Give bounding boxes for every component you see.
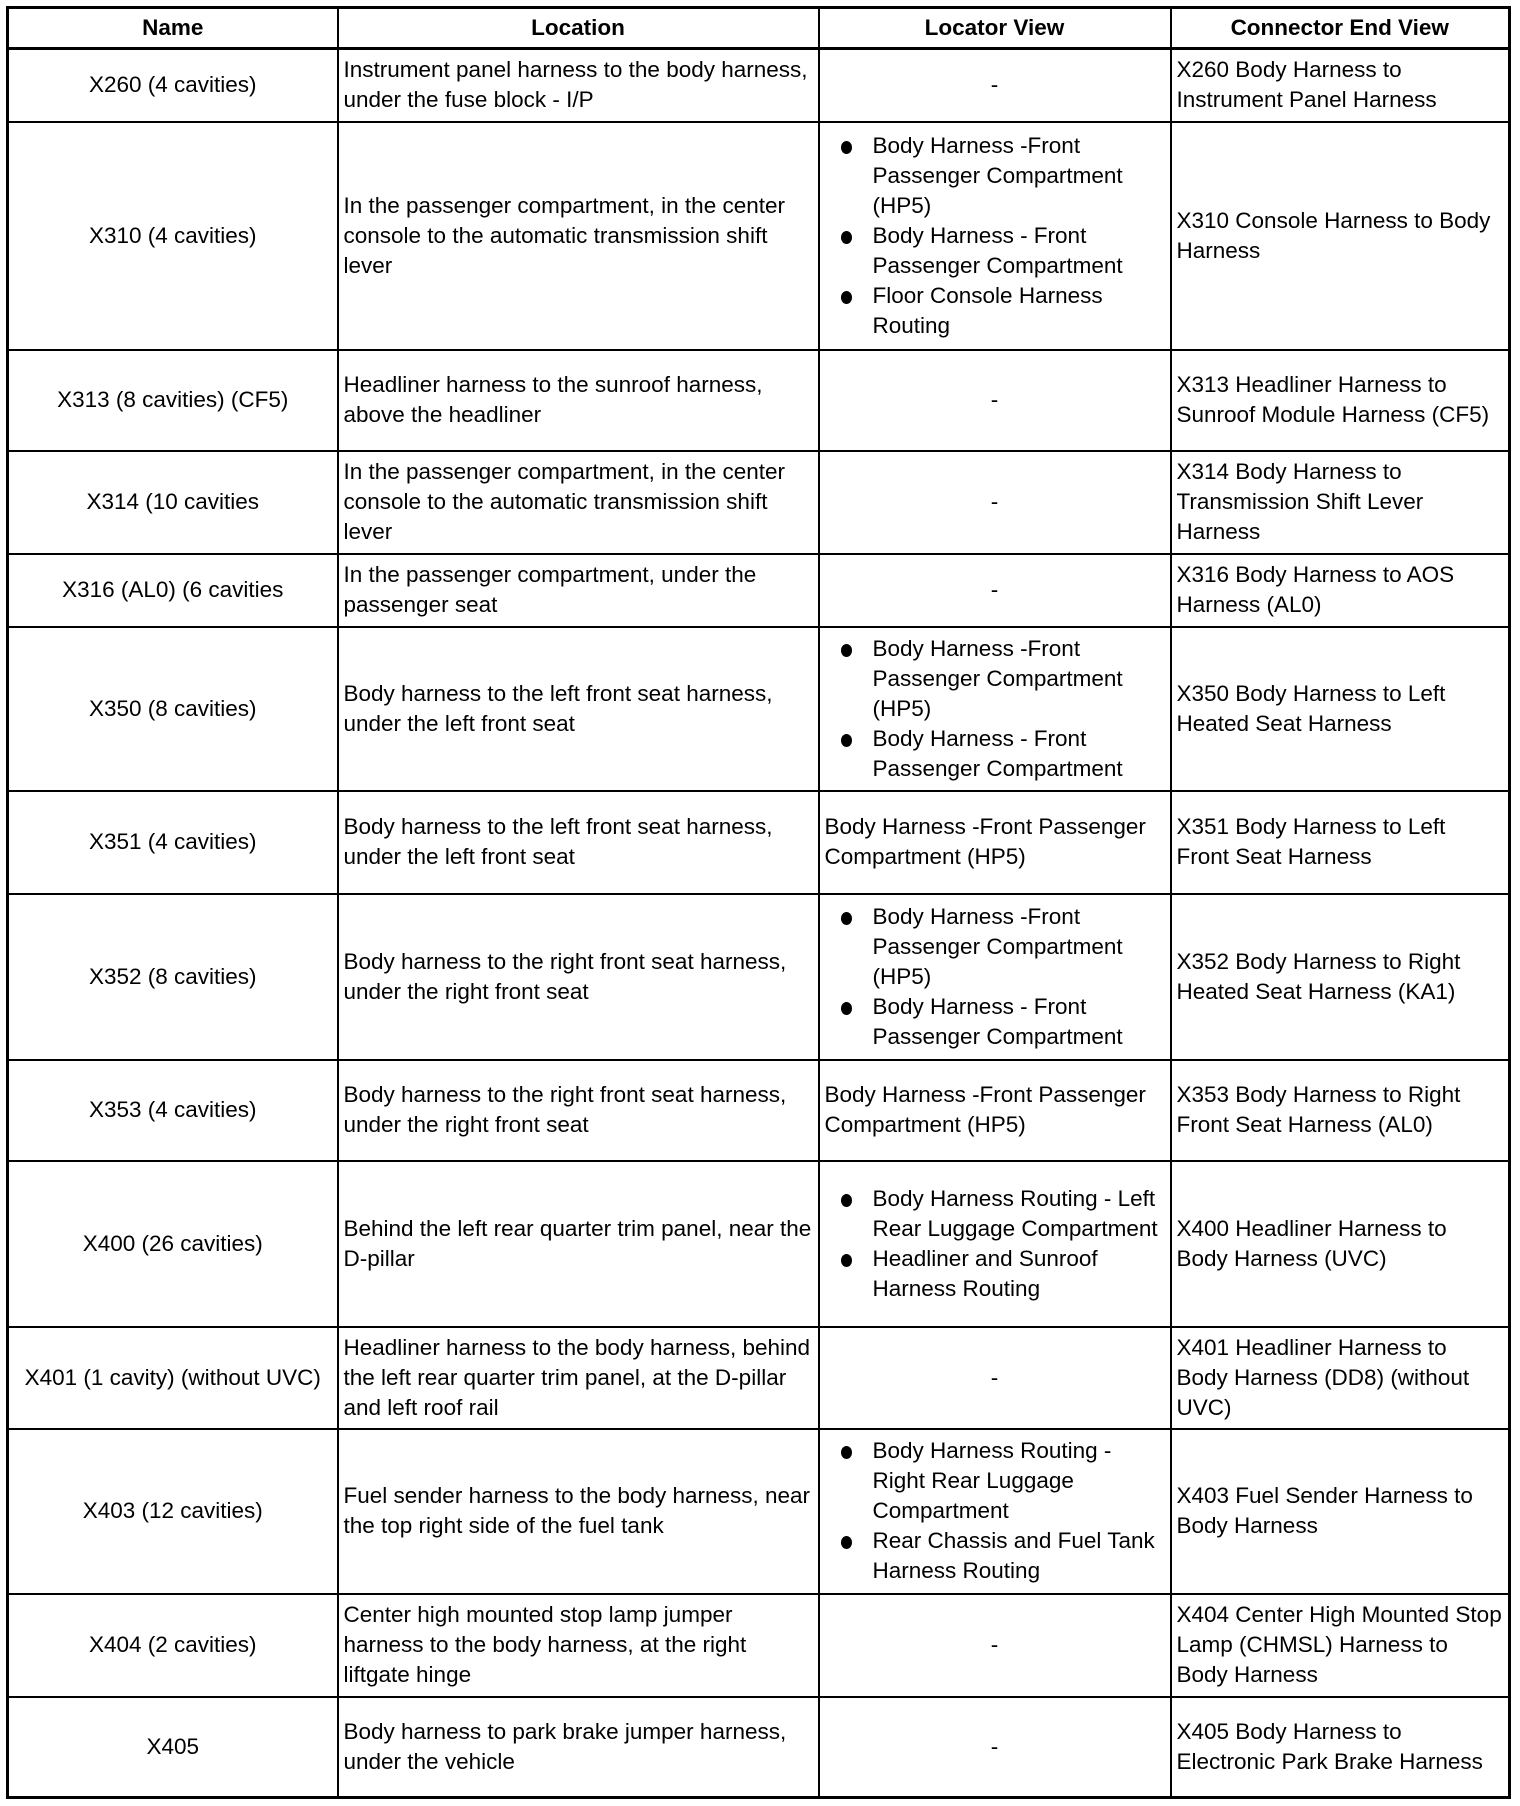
locator-link[interactable]: Body Harness - Front Passenger Compartment (873, 724, 1165, 784)
location-cell: Body harness to the left front seat harness, under the left front seat (338, 791, 819, 894)
location-cell: Fuel sender harness to the body harness, near the top right side of the fuel tank (338, 1429, 819, 1594)
locator-list (825, 1184, 1165, 1304)
locator-view-cell (819, 122, 1171, 350)
connector-name: X404 (2 cavities) (8, 1594, 338, 1697)
connector-end-view-cell: X405 Body Harness to Electronic Park Brake Harness (1171, 1697, 1510, 1798)
locator-view-cell: Body Harness -Front Passenger Compartment (HP5) (819, 791, 1171, 894)
locator-link[interactable]: Body Harness -Front Passenger Compartment (HP5) (873, 131, 1165, 221)
connector-end-view-cell: X353 Body Harness to Right Front Seat Harness (AL0) (1171, 1060, 1510, 1161)
connector-end-view-cell: X351 Body Harness to Left Front Seat Harness (1171, 791, 1510, 894)
connector-name: X403 (12 cavities) (8, 1429, 338, 1594)
location-cell: Center high mounted stop lamp jumper harness to the body harness, at the right liftgate hinge (338, 1594, 819, 1697)
locator-view-cell: - (819, 350, 1171, 451)
connector-name: X350 (8 cavities) (8, 627, 338, 791)
location-cell: In the passenger compartment, in the center console to the automatic transmission shift lever (338, 451, 819, 554)
table-row (8, 1697, 1510, 1798)
locator-view-cell: - (819, 1594, 1171, 1697)
locator-view-cell: - (819, 49, 1171, 122)
location-cell: Headliner harness to the body harness, behind the left rear quarter trim panel, at the D-pillar and left roof rail (338, 1327, 819, 1429)
connector-end-view-cell: X316 Body Harness to AOS Harness (AL0) (1171, 554, 1510, 627)
table-row (8, 1327, 1510, 1429)
connector-name: X351 (4 cavities) (8, 791, 338, 894)
locator-view-cell (819, 1429, 1171, 1594)
locator-link[interactable]: Body Harness - Front Passenger Compartment (873, 992, 1165, 1052)
locator-view-cell: - (819, 451, 1171, 554)
connector-end-view-cell: X403 Fuel Sender Harness to Body Harness (1171, 1429, 1510, 1594)
location-cell: Headliner harness to the sunroof harness, above the headliner (338, 350, 819, 451)
locator-link[interactable]: Body Harness - Front Passenger Compartment (873, 221, 1165, 281)
locator-link[interactable]: Body Harness Routing - Left Rear Luggage Compartment (873, 1184, 1165, 1244)
table-row (8, 49, 1510, 122)
connector-table (6, 6, 1511, 1799)
locator-view-cell: - (819, 1697, 1171, 1798)
locator-link[interactable]: Floor Console Harness Routing (873, 281, 1165, 341)
header-location: Location (338, 8, 819, 49)
locator-link[interactable]: Rear Chassis and Fuel Tank Harness Routing (873, 1526, 1165, 1586)
connector-end-view-cell: X404 Center High Mounted Stop Lamp (CHMSL) Harness to Body Harness (1171, 1594, 1510, 1697)
location-cell: Body harness to park brake jumper harness, under the vehicle (338, 1697, 819, 1798)
locator-link[interactable]: Body Harness -Front Passenger Compartment (HP5) (873, 634, 1165, 724)
location-cell: In the passenger compartment, under the passenger seat (338, 554, 819, 627)
table-row (8, 1594, 1510, 1697)
locator-list (825, 902, 1165, 1052)
table-row (8, 1060, 1510, 1161)
location-cell: Body harness to the left front seat harness, under the left front seat (338, 627, 819, 791)
locator-view-cell: - (819, 1327, 1171, 1429)
table-row (8, 894, 1510, 1060)
location-cell: Behind the left rear quarter trim panel, near the D-pillar (338, 1161, 819, 1327)
table-row (8, 554, 1510, 627)
connector-end-view-cell: X260 Body Harness to Instrument Panel Harness (1171, 49, 1510, 122)
connector-name: X352 (8 cavities) (8, 894, 338, 1060)
header-name: Name (8, 8, 338, 49)
connector-name: X313 (8 cavities) (CF5) (8, 350, 338, 451)
connector-name: X260 (4 cavities) (8, 49, 338, 122)
connector-end-view-cell: X400 Headliner Harness to Body Harness (UVC) (1171, 1161, 1510, 1327)
location-cell: In the passenger compartment, in the center console to the automatic transmission shift lever (338, 122, 819, 350)
table-row (8, 1429, 1510, 1594)
table-row (8, 627, 1510, 791)
table-row (8, 791, 1510, 894)
connector-name: X314 (10 cavities (8, 451, 338, 554)
locator-list (825, 131, 1165, 341)
table-row (8, 451, 1510, 554)
connector-end-view-cell: X401 Headliner Harness to Body Harness (DD8) (without UVC) (1171, 1327, 1510, 1429)
connector-name: X400 (26 cavities) (8, 1161, 338, 1327)
connector-name: X310 (4 cavities) (8, 122, 338, 350)
locator-link[interactable]: Body Harness Routing - Right Rear Luggage Compartment (873, 1436, 1165, 1526)
locator-list (825, 1436, 1165, 1586)
locator-list (825, 634, 1165, 784)
locator-link[interactable]: Headliner and Sunroof Harness Routing (873, 1244, 1165, 1304)
table-row (8, 1161, 1510, 1327)
connector-end-view-cell: X352 Body Harness to Right Heated Seat Harness (KA1) (1171, 894, 1510, 1060)
connector-name: X401 (1 cavity) (without UVC) (8, 1327, 338, 1429)
locator-view-cell: - (819, 554, 1171, 627)
locator-view-cell (819, 627, 1171, 791)
table-row (8, 122, 1510, 350)
location-cell: Instrument panel harness to the body harness, under the fuse block - I/P (338, 49, 819, 122)
locator-view-cell (819, 1161, 1171, 1327)
header-locator-view: Locator View (819, 8, 1171, 49)
locator-view-cell: Body Harness -Front Passenger Compartment (HP5) (819, 1060, 1171, 1161)
table-row (8, 350, 1510, 451)
connector-name: X316 (AL0) (6 cavities (8, 554, 338, 627)
locator-view-cell (819, 894, 1171, 1060)
location-cell: Body harness to the right front seat harness, under the right front seat (338, 894, 819, 1060)
connector-end-view-cell: X350 Body Harness to Left Heated Seat Harness (1171, 627, 1510, 791)
locator-link[interactable]: Body Harness -Front Passenger Compartment (HP5) (873, 902, 1165, 992)
connector-name: X405 (8, 1697, 338, 1798)
connector-end-view-cell: X310 Console Harness to Body Harness (1171, 122, 1510, 350)
connector-end-view-cell: X313 Headliner Harness to Sunroof Module Harness (CF5) (1171, 350, 1510, 451)
header-connector-end-view: Connector End View (1171, 8, 1510, 49)
connector-name: X353 (4 cavities) (8, 1060, 338, 1161)
connector-end-view-cell: X314 Body Harness to Transmission Shift Lever Harness (1171, 451, 1510, 554)
header-row (8, 8, 1510, 49)
location-cell: Body harness to the right front seat harness, under the right front seat (338, 1060, 819, 1161)
